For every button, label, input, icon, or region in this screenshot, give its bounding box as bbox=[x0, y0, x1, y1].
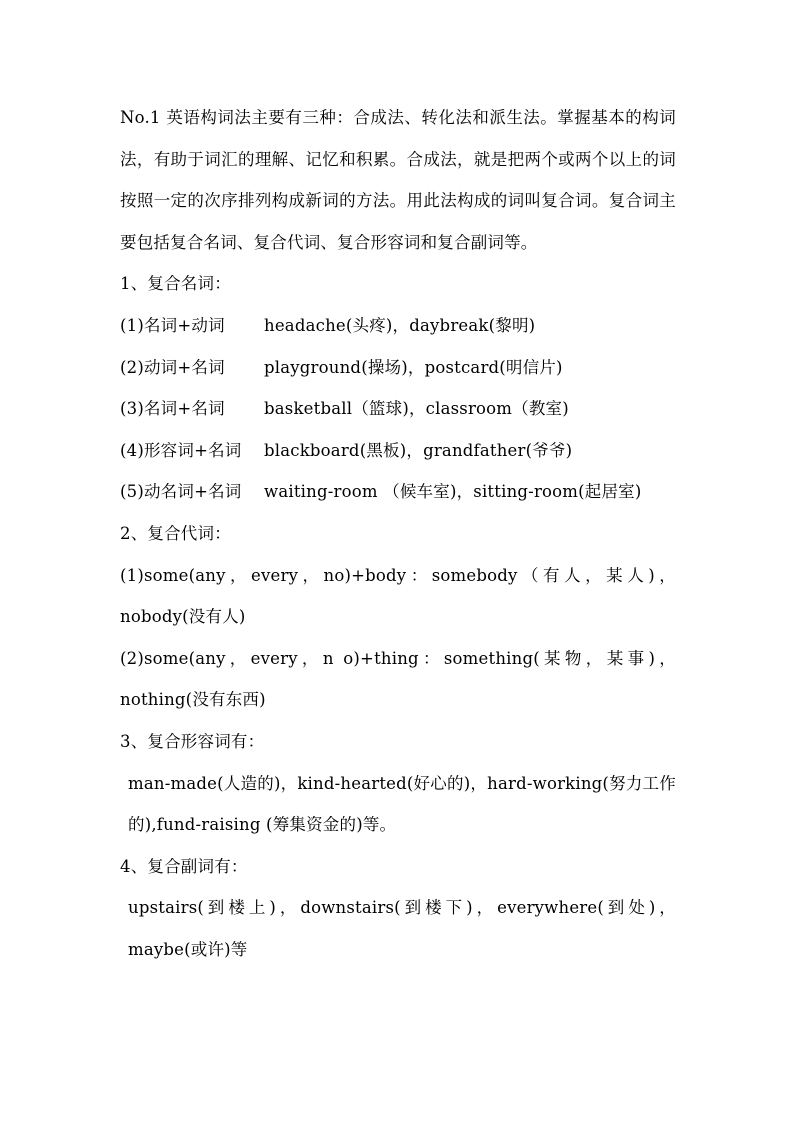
compound-noun-pattern: (5)动名词+名词 bbox=[120, 482, 242, 502]
compound-noun-row bbox=[120, 347, 676, 389]
compound-noun-examples: playground(操场)，postcard(明信片) bbox=[264, 357, 563, 377]
compound-noun-row bbox=[120, 305, 676, 347]
compound-adjective-examples: man-made(人造的)，kind-hearted(好心的)，hard-working(努力工作的),fund-raising (筹集资金的)等。 bbox=[128, 773, 676, 835]
section-heading-compound-adverbs: 4、复合副词有： bbox=[120, 856, 248, 876]
compound-noun-pattern: (1)名词+动词 bbox=[120, 315, 225, 335]
compound-pronoun-item: (2)some(any，every，n o)+thing：something(某物，某事)，nothing(没有东西) bbox=[120, 648, 676, 710]
compound-pronoun-item: (1)some(any，every，no)+body：somebody（有人，某人)，nobody(没有人) bbox=[120, 565, 676, 627]
compound-noun-examples: waiting-room （候车室)，sitting-room(起居室) bbox=[264, 482, 642, 502]
compound-noun-row bbox=[120, 471, 676, 513]
section-heading-compound-nouns: 1、复合名词： bbox=[120, 274, 231, 294]
section-heading-compound-adjectives: 3、复合形容词有： bbox=[120, 731, 265, 751]
compound-noun-examples: headache(头疼)，daybreak(黎明) bbox=[264, 315, 536, 335]
intro-paragraph: No.1 英语构词法主要有三种：合成法、转化法和派生法。掌握基本的构词法，有助于词汇的理解、记忆和积累。合成法，就是把两个或两个以上的词按照一定的次序排列构成新词的方法。用此法构成的词叫复合词。复合词主要包括复合名词、复合代词、复合形容词和复合副词等。 bbox=[120, 108, 676, 252]
compound-noun-examples: blackboard(黑板)，grandfather(爷爷) bbox=[264, 440, 573, 460]
section-heading-compound-pronouns: 2、复合代词： bbox=[120, 523, 231, 543]
compound-adverb-examples: upstairs(到楼上)，downstairs(到楼下)，everywhere(到处)，maybe(或许)等 bbox=[128, 898, 676, 959]
compound-noun-row bbox=[120, 388, 676, 430]
compound-noun-examples: basketball（篮球)，classroom（教室) bbox=[264, 399, 569, 419]
document-body bbox=[120, 97, 676, 970]
compound-noun-pattern: (4)形容词+名词 bbox=[120, 440, 242, 460]
compound-noun-row bbox=[120, 430, 676, 472]
compound-noun-pattern: (2)动词+名词 bbox=[120, 357, 225, 377]
compound-noun-pattern: (3)名词+名词 bbox=[120, 399, 225, 419]
